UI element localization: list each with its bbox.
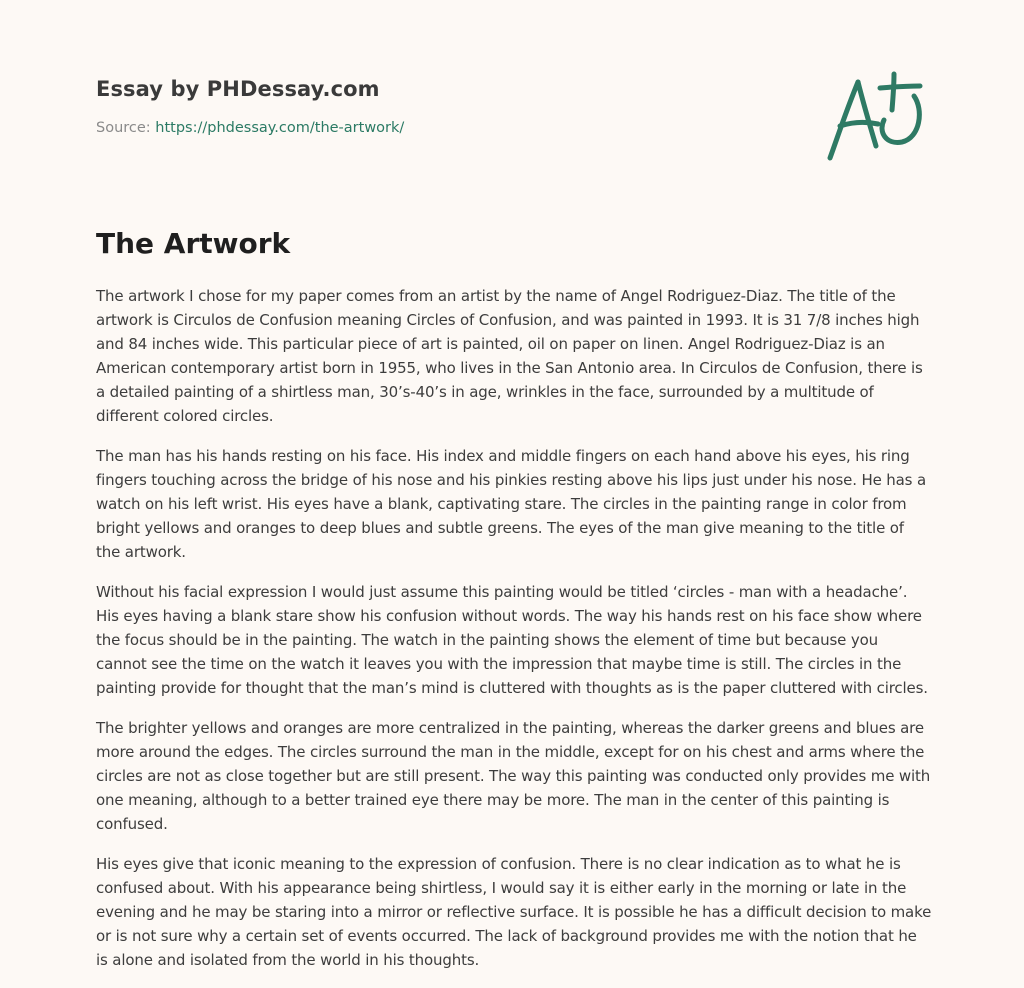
essay-body: [96, 284, 932, 988]
paragraph: The brighter yellows and oranges are more centralized in the painting, whereas the darker greens and blues are more around the edges. The circles surround the man in the middle, except for on his chest and arms where the circles are not as close together but are still present. The way this painting was conducted only provides me with one meaning, although to a better trained eye there may be more. The man in the center of this painting is confused.: [96, 719, 931, 833]
source-line: [96, 118, 404, 138]
a-plus-grade-icon: [820, 66, 930, 166]
source-label: Source:: [96, 120, 156, 136]
paragraph: The man has his hands resting on his face. His index and middle fingers on each hand above his eyes, his ring fingers touching across the bridge of his nose and his pinkies resting above his lips just under his nose. He has a watch on his left wrist. His eyes have a blank, captivating stare. The circles in the painting range in color from bright yellows and oranges to deep blues and subtle greens. The eyes of the man give meaning to the title of the artwork.: [96, 447, 927, 561]
brand-title: Essay by PHDessay.com: [96, 77, 380, 101]
essay-title: The Artwork: [96, 227, 291, 260]
source-link[interactable]: https://phdessay.com/the-artwork/: [155, 120, 405, 136]
paragraph: Without his facial expression I would just assume this painting would be titled ‘circles - man with a headache’. His eyes having a blank stare show his confusion without words. The way his hands rest on his face show where the focus should be in the painting. The watch in the painting shows the element of time but because you cannot see the time on the watch it leaves you with the impression that maybe time is still. The circles in the painting provide for thought that the man’s mind is cluttered with thoughts as is the paper cluttered with circles.: [96, 583, 928, 697]
essay-header: [96, 74, 404, 138]
paragraph: The artwork I chose for my paper comes from an artist by the name of Angel Rodriguez-Diaz. The title of the artwork is Circulos de Confusion meaning Circles of Confusion, and was painted in 1993. It is 31 7/8 inches high and 84 inches wide. This particular piece of art is painted, oil on paper on linen. Angel Rodriguez-Diaz is an American contemporary artist born in 1955, who lives in the San Antonio area. In Circulos de Confusion, there is a detailed painting of a shirtless man, 30’s-40’s in age, wrinkles in the face, surrounded by a multitude of different colored circles.: [96, 287, 923, 425]
paragraph: His eyes give that iconic meaning to the expression of confusion. There is no clear indication as to what he is confused about. With his appearance being shirtless, I would say it is either early in the morning or late in the evening and he may be staring into a mirror or reflective surface. It is possible he has a difficult decision to make or is not sure why a certain set of events occurred. The lack of background provides me with the notion that he is alone and isolated from the world in his thoughts.: [96, 855, 932, 969]
